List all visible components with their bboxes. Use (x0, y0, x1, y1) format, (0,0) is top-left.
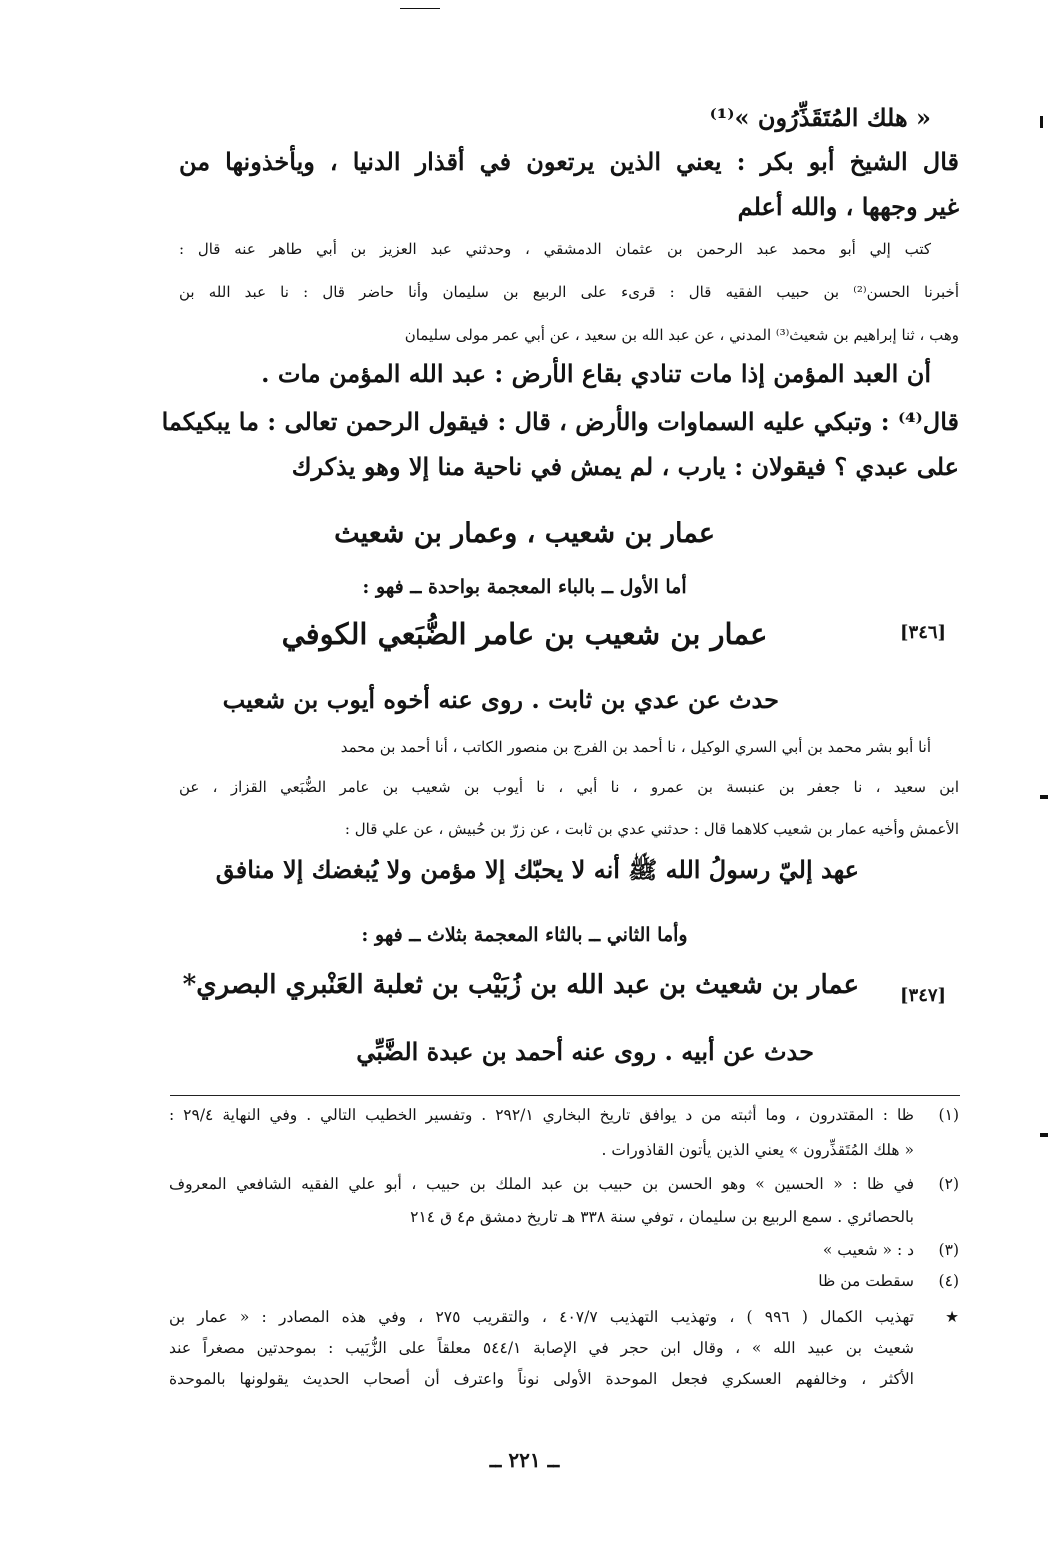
isnad-line: ابن سعيد ، نا جعفر بن عنبسة بن عمرو ، نا أبي ، نا أيوب بن شعيب بن عامر الضُّبَعي القزاز ، عن (179, 778, 959, 796)
isnad-line: الأعمش وأخيه عمار بن شعيب كلاهما قال : حدثني عدي بن ثابت ، عن زرّ بن حُبيش ، عن علي قال : (344, 820, 959, 838)
scan-mark-right (1040, 116, 1043, 128)
entry-narration: حدث عن عدي بن ثابت . روى عنه أخوه أيوب بن شعيب (222, 685, 779, 714)
footnote-line: في ظا : « الحسين » وهو الحسن بن حبيب بن عبد الملك بن حبيب ، أبو علي الفقيه الشافعي المعروف (169, 1175, 914, 1193)
footnote-number: (٢) (938, 1175, 959, 1193)
intro-line: غير وجهها ، والله أعلم (737, 192, 959, 221)
first-label: أما الأول ــ بالباء المعجمة بواحدة ــ فهو : (362, 576, 687, 598)
footnote-line: سقطت من ظا (818, 1272, 914, 1290)
footnote-number: (٣) (938, 1241, 959, 1259)
footnote (169, 1177, 959, 1227)
section-title: عمار بن شعيب ، وعمار بن شعيث (334, 518, 715, 549)
entry-title: عمار بن شعيب بن عامر الضُّبَعي الكوفي (281, 617, 768, 651)
footnote-line: شعيث بن عبيد الله » ، وقال ابن حجر في الإصابة ٥٤٤/١ معلقاً على الزُّبَيب : بموحدتين مصغراً عند (169, 1339, 914, 1357)
footnote-line: بالحصائري . سمع الربيع بن سليمان ، توفي سنة ٣٣٨ هـ تاريخ دمشق م٤ ق ٢١٤ (410, 1208, 914, 1226)
entry-narration: حدث عن أبيه . روى عنه أحمد بن عبدة الضَّبِّي (356, 1037, 814, 1066)
footnote-line: « هلك المُتَقذِّرون » يعني الذين يأتون القاذورات . (601, 1141, 914, 1159)
hadith-line: قال⁽⁴⁾ : وتبكي عليه السماوات والأرض ، قال : فيقول الرحمن تعالى : ما يبكيكما (161, 407, 959, 436)
footnote-divider (170, 1095, 960, 1096)
footnote-number: (٤) (938, 1272, 959, 1290)
intro-line: قال الشيخ أبو بكر : يعني الذين يرتعون في أقذار الدنيا ، ويأخذونها من (179, 147, 959, 176)
scan-mark-right (1040, 1133, 1048, 1137)
isnad-line: أنا أبو بشر محمد بن أبي السري الوكيل ، نا أحمد بن الفرج بن منصور الكاتب ، أنا أحمد بن محمد (340, 738, 931, 756)
entry-number: [٣٤٦] (900, 622, 947, 643)
isnad-line: أخبرنا الحسن⁽²⁾ بن حبيب الفقيه قال : قرىء على الربيع بن سليمان وأنا حاضر قال : نا عبد الله بن (179, 283, 959, 301)
footnote (169, 1108, 959, 1158)
footnote-line: الأكثر ، وخالفهم العسكري فجعل الموحدة الأولى نوناً واعترف أن أصحاب الحديث يقولونها بالموحدة (169, 1370, 914, 1388)
isnad-line: وهب ، ثنا إبراهيم بن شعيث⁽³⁾ المدني ، عن عبد الله بن سعيد ، عن أبي عمر مولى سليمان (404, 326, 959, 344)
footnote-line: د : « شعيب » (822, 1241, 914, 1259)
footnote-line: ظا : المقتدرون ، وما أثبته من د يوافق تاريخ البخاري ٢٩٢/١ . وتفسير الخطيب التالي . وفي النهاية ٢٩/٤ : (169, 1106, 914, 1124)
footnote (169, 1310, 959, 1400)
hadith-line: أن العبد المؤمن إذا مات تنادي بقاع الأرض : عبد الله المؤمن مات . (261, 359, 931, 388)
footnote-line: تهذيب الكمال ( ٩٩٦ ) ، وتهذيب التهذيب ٤٠٧/٧ ، والتقريب ٢٧٥ ، وفي هذه المصادر : « عمار بن (169, 1308, 914, 1326)
scan-mark-top (400, 8, 440, 9)
footnote (169, 1243, 959, 1263)
scan-mark-right (1040, 795, 1048, 799)
header-note: « هلك المُتَقَذِّرُون »⁽¹⁾ (709, 103, 931, 132)
footnote (169, 1274, 959, 1294)
isnad-line: كتب إلي أبو محمد عبد الرحمن بن عثمان الدمشقي ، وحدثني عبد العزيز بن أبي طاهر عنه قال : (179, 240, 931, 258)
hadith-line: على عبدي ؟ فيقولان : يارب ، لم يمش في ناحية منا إلا وهو يذكرك (291, 452, 959, 481)
page-number: ــ ٢٢١ ــ (489, 1448, 560, 1472)
footnote-number: (١) (938, 1106, 959, 1124)
second-label: وأما الثاني ــ بالثاء المعجمة بثلاث ــ فهو : (361, 924, 688, 946)
entry-number: [٣٤٧] (900, 985, 947, 1006)
footnote-number: ★ (945, 1308, 959, 1326)
hadith-line: عهد إليّ رسولُ الله ﷺ أنه لا يحبّك إلا مؤمن ولا يُبغضك إلا منافق (215, 855, 859, 884)
entry-title: عمار بن شعيث بن عبد الله بن زُبَيْب بن ثعلبة العَنْبري البصري* (182, 970, 859, 1000)
